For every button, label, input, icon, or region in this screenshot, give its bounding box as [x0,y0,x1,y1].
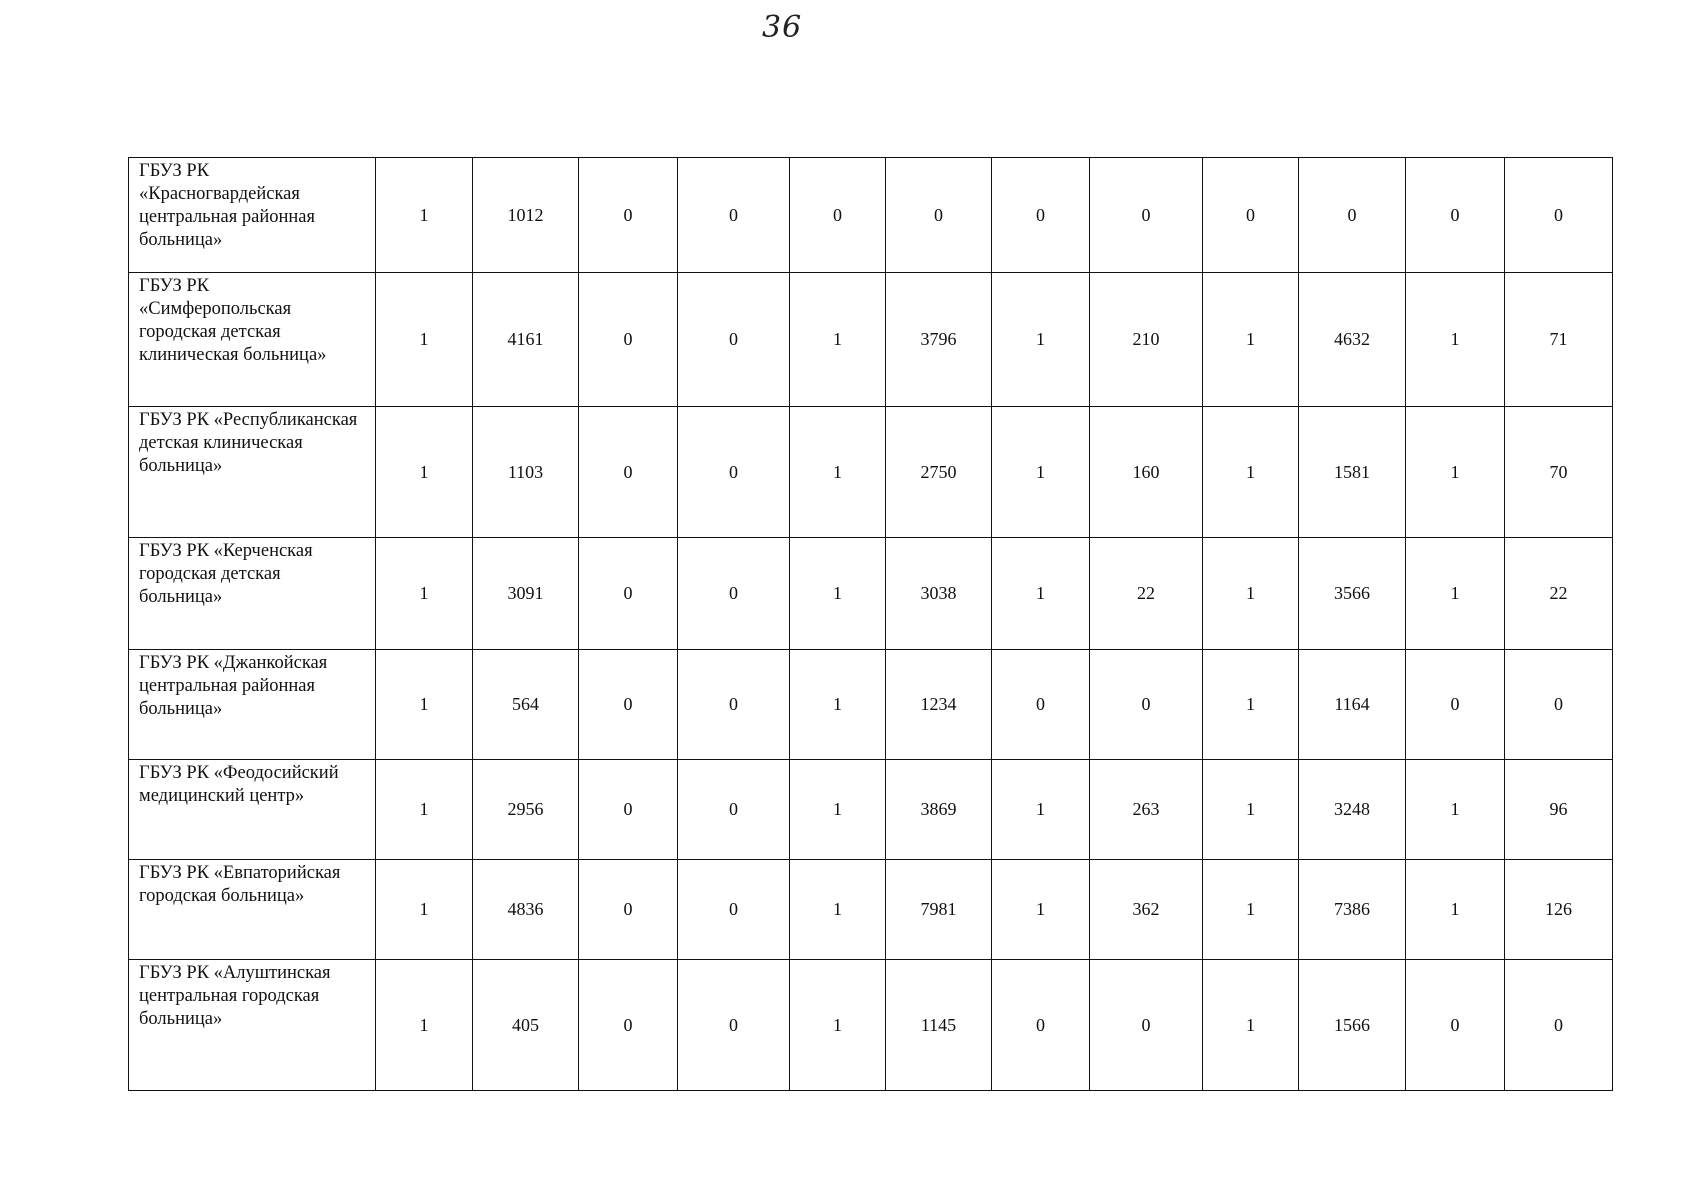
value-cell: 1 [1203,407,1299,538]
value-cell: 0 [678,158,790,273]
value-cell: 1 [1203,538,1299,650]
value-cell: 0 [579,538,678,650]
value-cell: 1 [992,860,1090,960]
value-cell: 0 [1299,158,1406,273]
value-cell: 22 [1090,538,1203,650]
institution-name-cell: ГБУЗ РК «Республиканская детская клиническая больница» [129,407,376,538]
table-row [129,650,1613,760]
value-cell: 160 [1090,407,1203,538]
value-cell: 1581 [1299,407,1406,538]
value-cell: 1 [790,960,886,1091]
value-cell: 0 [1090,650,1203,760]
value-cell: 0 [1203,158,1299,273]
value-cell: 0 [579,860,678,960]
value-cell: 1 [790,538,886,650]
value-cell: 0 [579,650,678,760]
value-cell: 7386 [1299,860,1406,960]
value-cell: 1 [1203,960,1299,1091]
value-cell: 4161 [473,273,579,407]
value-cell: 263 [1090,760,1203,860]
value-cell: 0 [992,158,1090,273]
value-cell: 1 [790,273,886,407]
value-cell: 3091 [473,538,579,650]
value-cell: 0 [678,538,790,650]
value-cell: 1 [1203,650,1299,760]
value-cell: 0 [579,273,678,407]
table-row [129,860,1613,960]
value-cell: 1 [1203,273,1299,407]
table-body [129,158,1613,1091]
value-cell: 1 [992,407,1090,538]
value-cell: 71 [1505,273,1613,407]
value-cell: 405 [473,960,579,1091]
value-cell: 1164 [1299,650,1406,760]
value-cell: 3038 [886,538,992,650]
value-cell: 1 [376,407,473,538]
value-cell: 1 [1406,407,1505,538]
institution-name-cell: ГБУЗ РК «Джанкойская центральная районная больница» [129,650,376,760]
value-cell: 0 [992,650,1090,760]
value-cell: 1 [1406,273,1505,407]
value-cell: 7981 [886,860,992,960]
value-cell: 96 [1505,760,1613,860]
value-cell: 1 [376,158,473,273]
table-row [129,960,1613,1091]
value-cell: 126 [1505,860,1613,960]
value-cell: 0 [678,760,790,860]
value-cell: 1 [1406,760,1505,860]
table-row [129,538,1613,650]
value-cell: 564 [473,650,579,760]
value-cell: 1 [376,538,473,650]
value-cell: 1 [376,650,473,760]
value-cell: 1 [992,760,1090,860]
value-cell: 0 [1505,960,1613,1091]
value-cell: 1 [376,760,473,860]
value-cell: 1 [376,960,473,1091]
value-cell: 0 [579,407,678,538]
value-cell: 2750 [886,407,992,538]
value-cell: 70 [1505,407,1613,538]
table-row [129,273,1613,407]
value-cell: 1 [376,273,473,407]
value-cell: 0 [678,273,790,407]
institution-name-cell: ГБУЗ РК «Симферопольская городская детская клиническая больница» [129,273,376,407]
value-cell: 0 [790,158,886,273]
value-cell: 0 [678,407,790,538]
hospital-data-table [128,157,1613,1091]
institution-name-cell: ГБУЗ РК «Феодосийский медицинский центр» [129,760,376,860]
value-cell: 1 [992,273,1090,407]
value-cell: 0 [992,960,1090,1091]
value-cell: 1103 [473,407,579,538]
institution-name-cell: ГБУЗ РК «Алуштинская центральная городская больница» [129,960,376,1091]
value-cell: 0 [1090,960,1203,1091]
value-cell: 1566 [1299,960,1406,1091]
value-cell: 0 [678,960,790,1091]
value-cell: 1 [376,860,473,960]
value-cell: 2956 [473,760,579,860]
value-cell: 3248 [1299,760,1406,860]
value-cell: 0 [579,158,678,273]
value-cell: 4836 [473,860,579,960]
value-cell: 1145 [886,960,992,1091]
value-cell: 4632 [1299,273,1406,407]
value-cell: 1 [992,538,1090,650]
value-cell: 1012 [473,158,579,273]
value-cell: 1 [790,760,886,860]
value-cell: 0 [579,760,678,860]
value-cell: 1 [790,650,886,760]
table-row [129,760,1613,860]
value-cell: 0 [1406,960,1505,1091]
value-cell: 1 [1203,860,1299,960]
value-cell: 1 [790,860,886,960]
value-cell: 0 [1090,158,1203,273]
value-cell: 3566 [1299,538,1406,650]
value-cell: 0 [579,960,678,1091]
value-cell: 0 [1505,650,1613,760]
institution-name-cell: ГБУЗ РК «Керченская городская детская больница» [129,538,376,650]
value-cell: 22 [1505,538,1613,650]
value-cell: 0 [1505,158,1613,273]
value-cell: 210 [1090,273,1203,407]
value-cell: 0 [678,860,790,960]
institution-name-cell: ГБУЗ РК «Евпаторийская городская больница» [129,860,376,960]
value-cell: 1 [1406,860,1505,960]
value-cell: 1 [1406,538,1505,650]
table-row [129,158,1613,273]
value-cell: 0 [678,650,790,760]
page-number: 36 [762,10,803,45]
value-cell: 1 [790,407,886,538]
value-cell: 0 [1406,650,1505,760]
institution-name-cell: ГБУЗ РК «Красногвардейская центральная районная больница» [129,158,376,273]
table-row [129,407,1613,538]
value-cell: 3869 [886,760,992,860]
value-cell: 0 [1406,158,1505,273]
value-cell: 1234 [886,650,992,760]
value-cell: 3796 [886,273,992,407]
value-cell: 1 [1203,760,1299,860]
value-cell: 0 [886,158,992,273]
value-cell: 362 [1090,860,1203,960]
